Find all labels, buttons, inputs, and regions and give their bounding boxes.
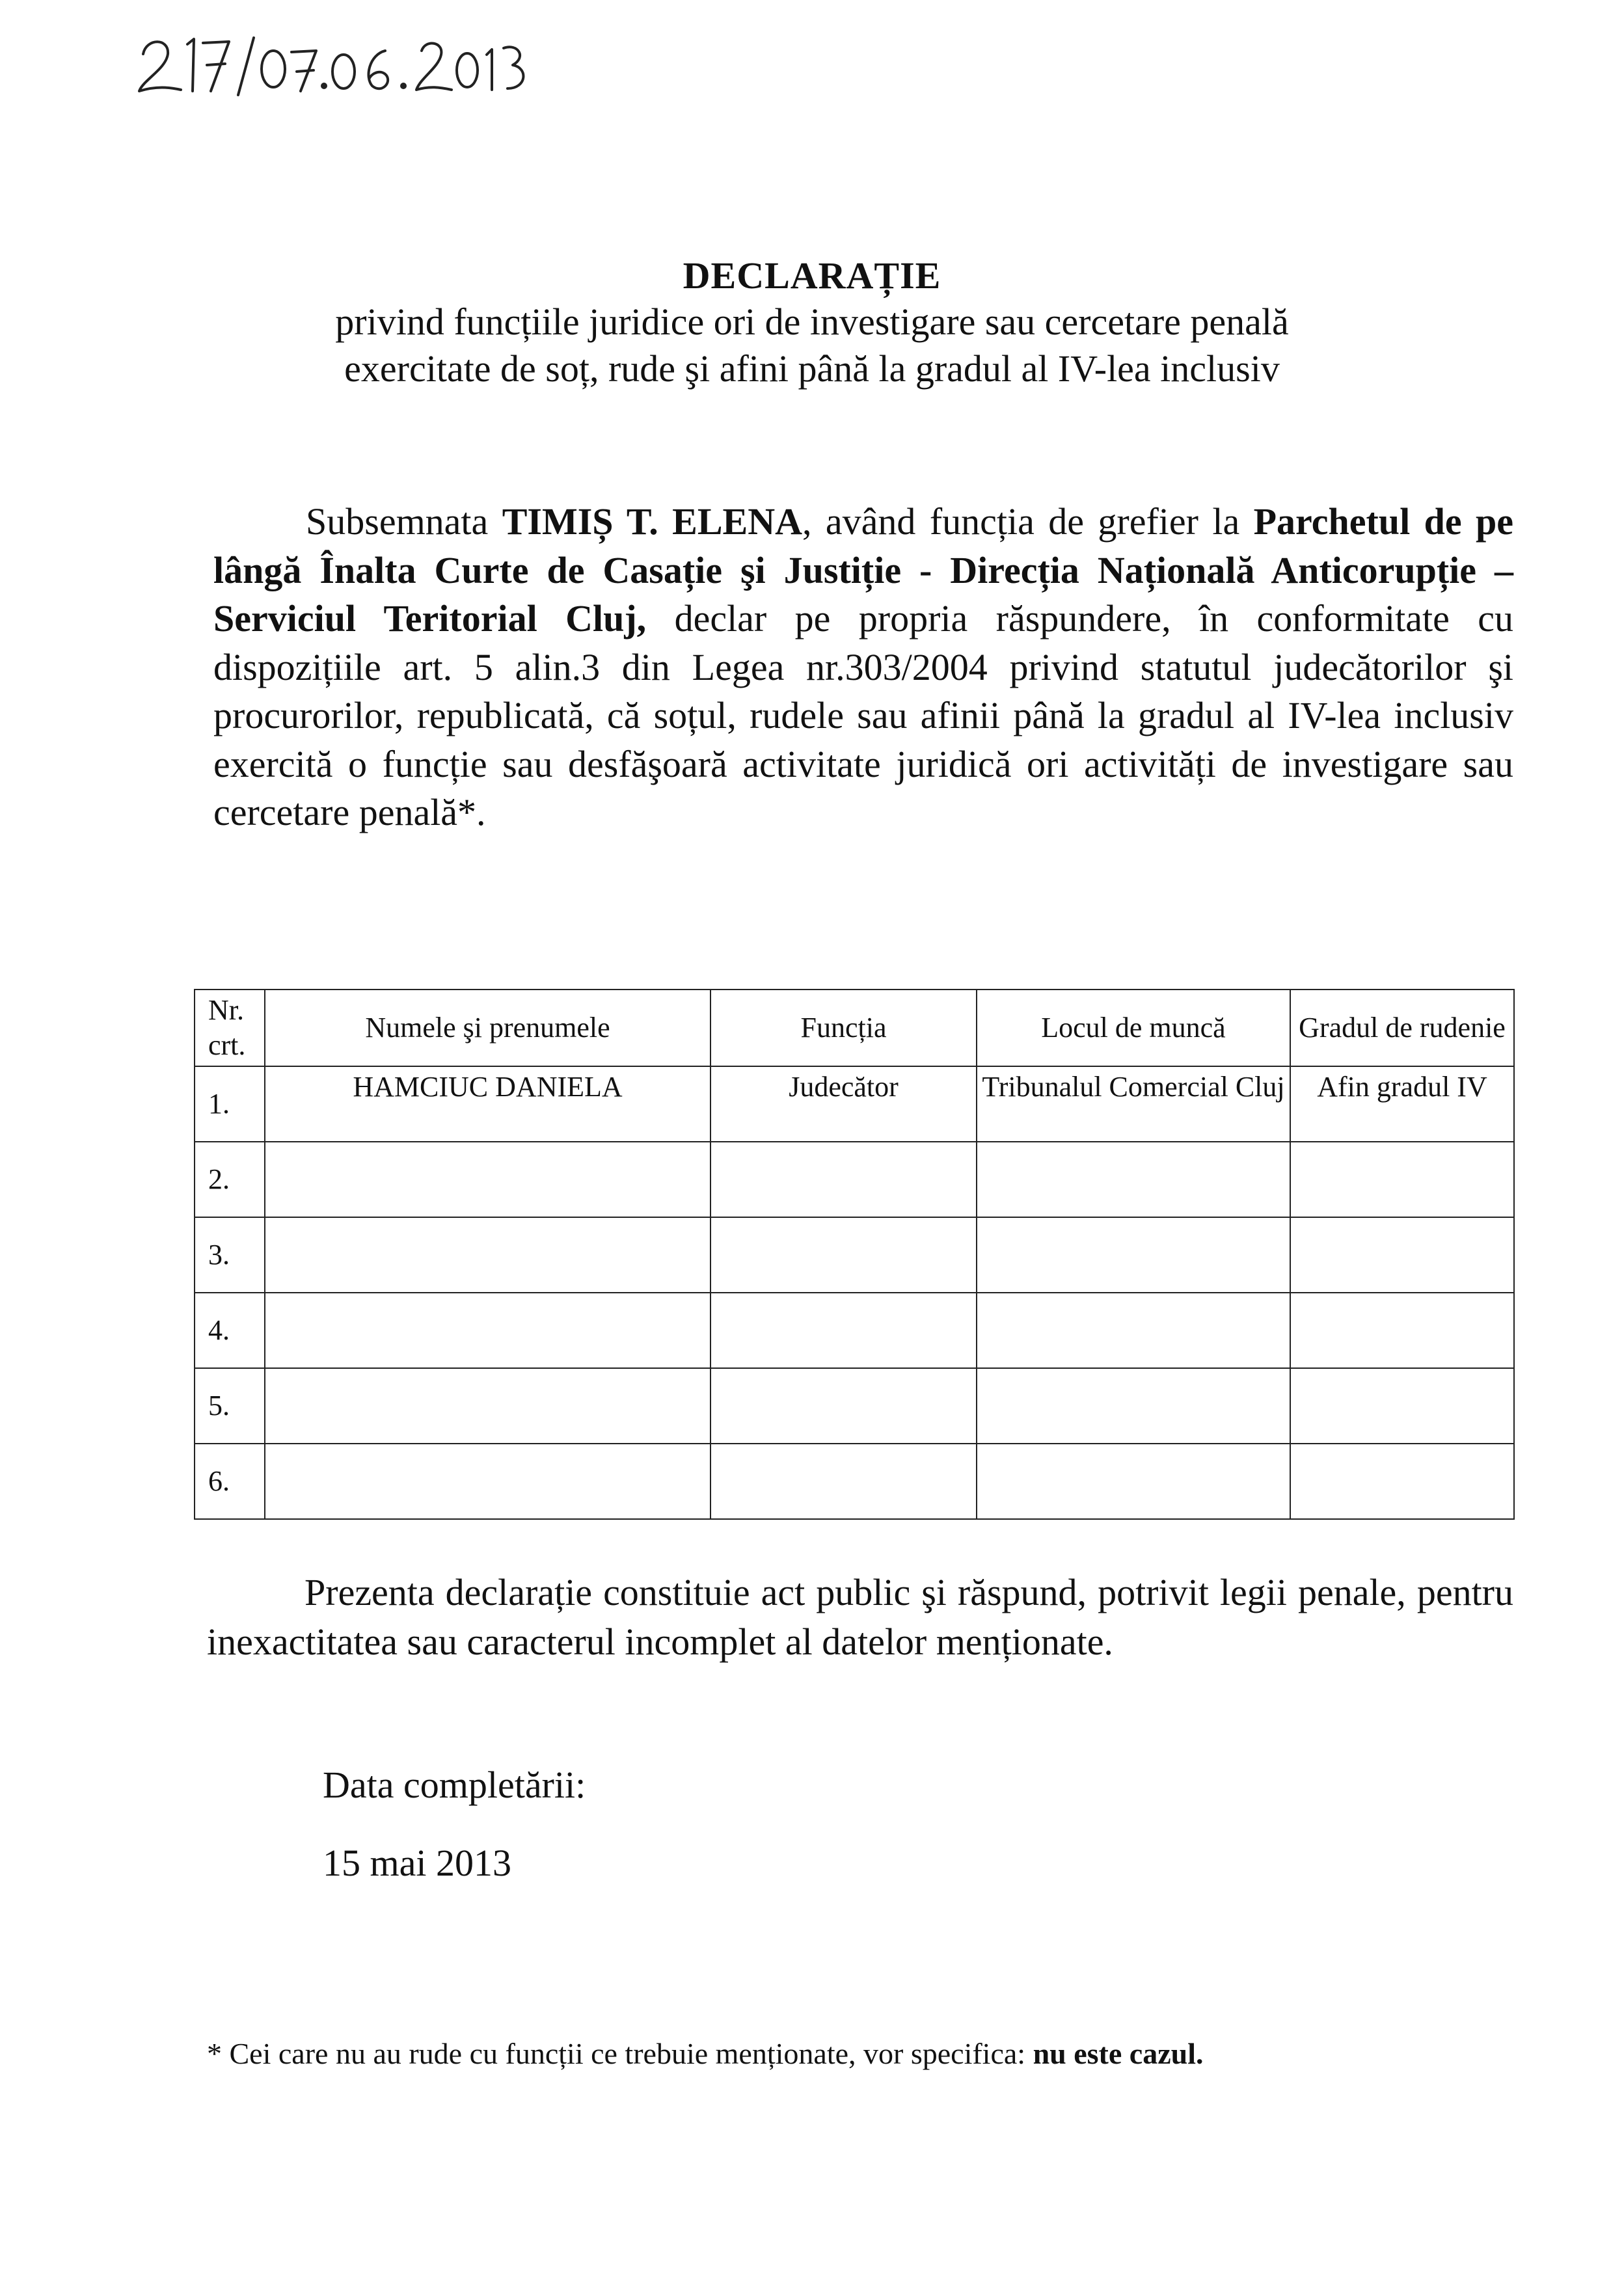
cell-degree: [1290, 1293, 1514, 1368]
declaration-part3: declar pe propria răspundere, în conformitate cu dispozițiile art. 5 alin.3 din Legea nr.303/2004 privind statutul judecătorilor şi procurorilor, republicată, că soțul, rudele sau afinii până la gradul al IV-lea inclusiv exercită o funcție sau desfăşoară activitate juridică ori activități de investigare sau cercetare penală*.: [213, 597, 1513, 833]
cell-degree: [1290, 1444, 1514, 1519]
relatives-table: [194, 989, 1515, 1520]
table-header-row: [195, 990, 1514, 1066]
cell-name: [265, 1368, 710, 1444]
header-degree: Gradul de rudenie: [1290, 990, 1514, 1066]
cell-workplace: [977, 1368, 1290, 1444]
cell-nr: 1.: [195, 1066, 265, 1142]
declaration-body: [213, 498, 1513, 837]
institution-name: Parchetul de pe lângă Înalta Curte de Casație şi Justiție - Direcția Națională Anticorupție – Serviciul Teritorial Cluj,: [213, 500, 1513, 640]
cell-function: [710, 1142, 977, 1217]
handwritten-registration-number: [130, 18, 534, 103]
table-row: [195, 1293, 1514, 1368]
cell-nr: 4.: [195, 1293, 265, 1368]
table-row: [195, 1217, 1514, 1293]
closing-statement: [207, 1568, 1513, 1667]
cell-function: [710, 1368, 977, 1444]
closing-text: Prezenta declarație constituie act public şi răspund, potrivit legii penale, pentru inexactitatea sau caracterul incomplet al datelor menționate.: [207, 1571, 1513, 1663]
declaration-part2: , având funcția de grefier la: [802, 500, 1254, 543]
cell-degree: Afin gradul IV: [1290, 1066, 1514, 1142]
cell-degree: [1290, 1217, 1514, 1293]
footnote: [207, 2036, 1573, 2071]
cell-workplace: [977, 1444, 1290, 1519]
cell-nr: 2.: [195, 1142, 265, 1217]
header-workplace: Locul de muncă: [977, 990, 1290, 1066]
declaration-intro: Subsemnata: [306, 500, 502, 543]
table-row: [195, 1444, 1514, 1519]
cell-degree: [1290, 1142, 1514, 1217]
document-subtitle-line2: exercitate de soț, rude şi afini până la gradul al IV-lea inclusiv: [344, 347, 1280, 390]
completion-date-value: 15 mai 2013: [323, 1842, 511, 1884]
cell-name: [265, 1444, 710, 1519]
cell-workplace: Tribunalul Comercial Cluj: [977, 1066, 1290, 1142]
completion-date-label: Data completării:: [323, 1764, 586, 1806]
cell-workplace: [977, 1293, 1290, 1368]
cell-function: [710, 1217, 977, 1293]
cell-function: Judecător: [710, 1066, 977, 1142]
footnote-emphasis: nu este cazul.: [1033, 2037, 1204, 2070]
table-row: [195, 1066, 1514, 1142]
cell-workplace: [977, 1217, 1290, 1293]
header-nr: Nr. crt.: [195, 990, 265, 1066]
cell-name: [265, 1217, 710, 1293]
header-function: Funcția: [710, 990, 977, 1066]
cell-nr: 3.: [195, 1217, 265, 1293]
header-name: Numele şi prenumele: [265, 990, 710, 1066]
cell-nr: 6.: [195, 1444, 265, 1519]
cell-workplace: [977, 1142, 1290, 1217]
table-row: [195, 1368, 1514, 1444]
cell-name: [265, 1293, 710, 1368]
cell-function: [710, 1293, 977, 1368]
cell-name: HAMCIUC DANIELA: [265, 1066, 710, 1142]
table-row: [195, 1142, 1514, 1217]
cell-degree: [1290, 1368, 1514, 1444]
cell-nr: 5.: [195, 1368, 265, 1444]
declarant-name: TIMIȘ T. ELENA: [502, 500, 803, 543]
cell-function: [710, 1444, 977, 1519]
document-subtitle-line1: privind funcțiile juridice ori de investigare sau cercetare penală: [335, 301, 1289, 343]
cell-name: [265, 1142, 710, 1217]
footnote-text: * Cei care nu au rude cu funcții ce trebuie menționate, vor specifica:: [207, 2037, 1033, 2070]
document-title: DECLARAȚIE: [683, 254, 941, 297]
